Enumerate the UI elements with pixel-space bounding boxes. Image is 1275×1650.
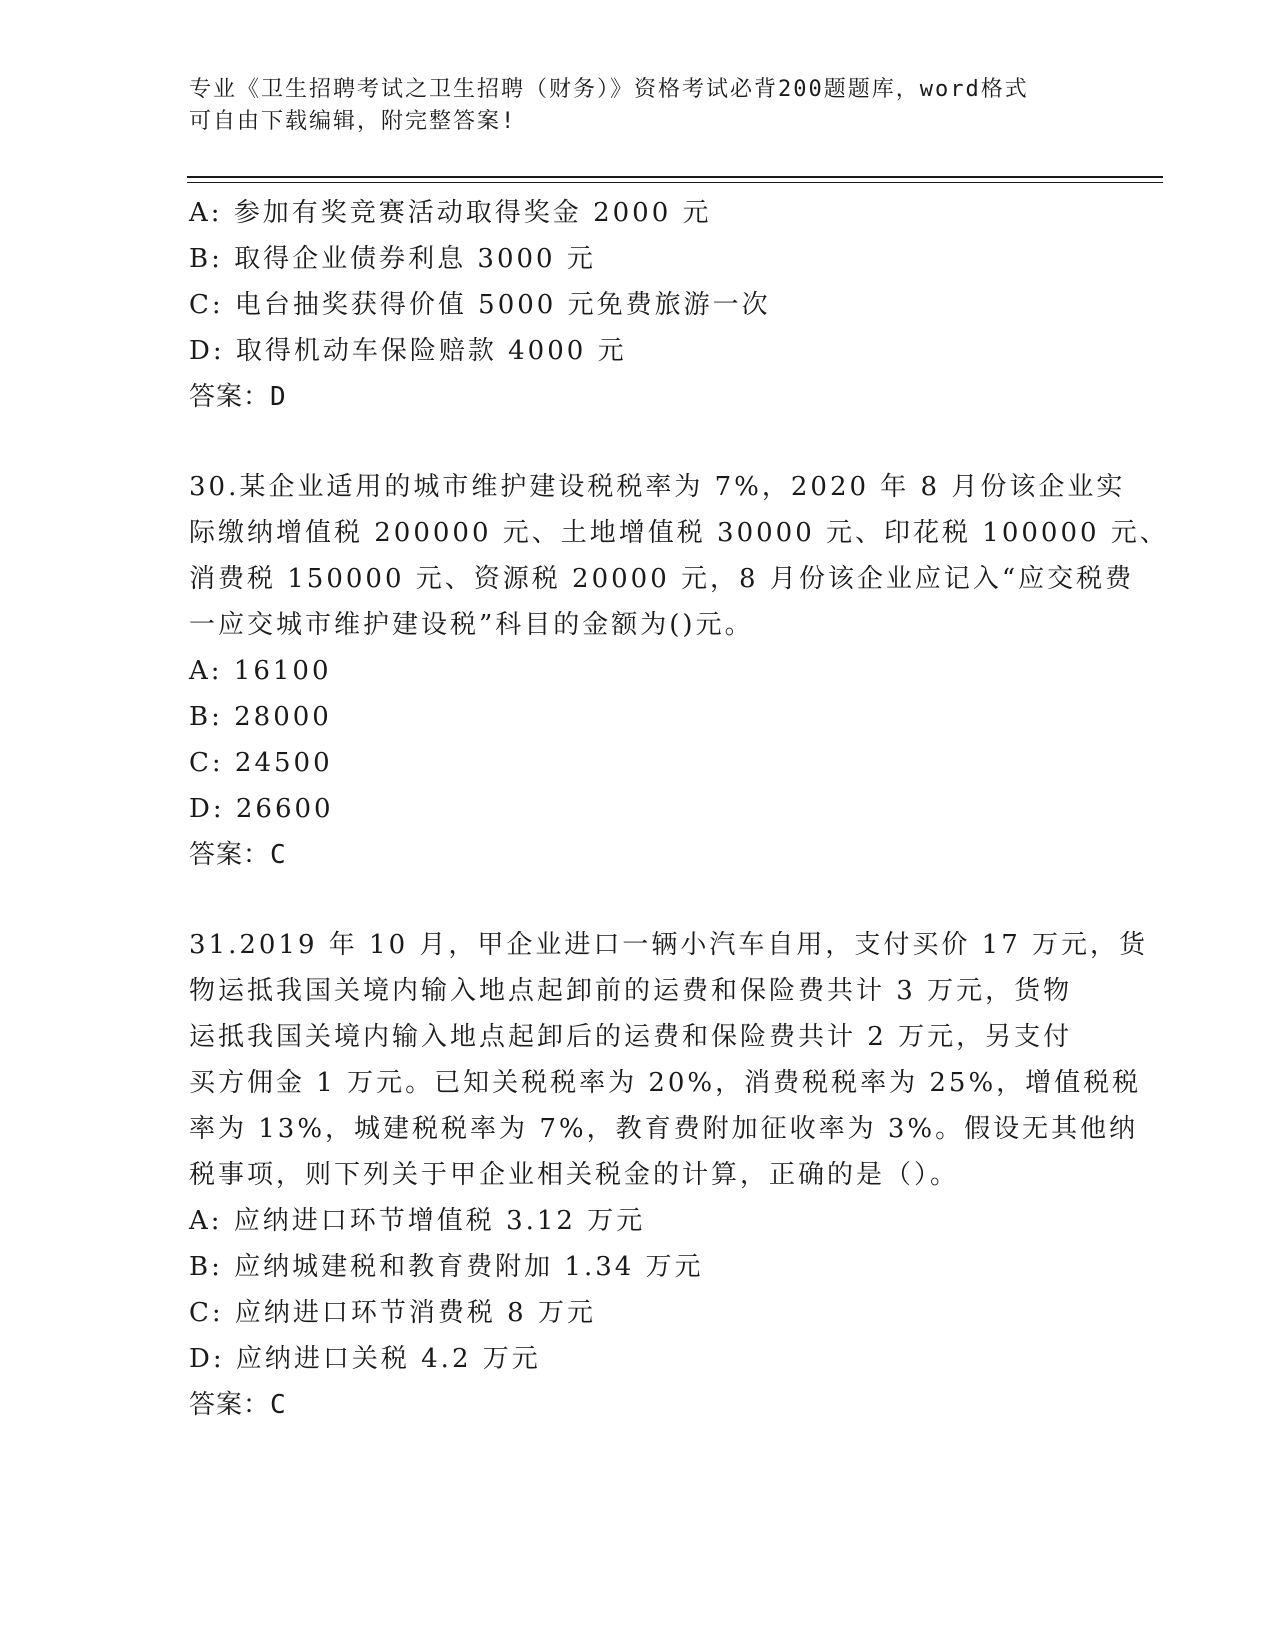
header-rule-thick [187,176,1163,178]
document-header [189,74,1089,138]
question-block-29 [189,190,1089,420]
question-block-30 [189,464,1169,878]
question-text-line: 消费税 150000 元、资源税 20000 元，8 月份该企业应记入“应交税费 [189,564,1135,594]
question-text-line: 买方佣金 1 万元。已知关税税率为 20%，消费税税率为 25%，增值税税 [189,1068,1142,1098]
question-text-line: 率为 13%，城建税税率为 7%，教育费附加征收率为 3%。假设无其他纳 [189,1114,1139,1144]
answer-line: 答案：C [189,840,287,870]
spacer [189,420,1089,464]
option-b: B: 28000 [189,702,332,732]
option-c: C: 电台抽奖获得价值 5000 元免费旅游一次 [189,290,771,320]
option-a: A: 16100 [189,656,332,686]
answer-line: 答案：D [189,382,287,412]
option-b: B: 取得企业债券利息 3000 元 [189,244,596,274]
option-c: C: 24500 [189,748,333,778]
answer-line: 答案：C [189,1390,287,1420]
option-a: A: 参加有奖竞赛活动取得奖金 2000 元 [189,198,712,228]
header-line-1: 专业《卫生招聘考试之卫生招聘（财务）》资格考试必背200题题库，word格式 [189,77,1029,102]
question-text-line: 30.某企业适用的城市维护建设税税率为 7%，2020 年 8 月份该企业实 [189,472,1126,502]
document-body [189,190,1169,1428]
question-text-line: 一应交城市维护建设税”科目的金额为()元。 [189,610,754,640]
question-text-line: 际缴纳增值税 200000 元、土地增值税 30000 元、印花税 100000 元、 [189,518,1169,548]
option-d: D: 应纳进口关税 4.2 万元 [189,1344,541,1374]
question-text-line: 物运抵我国关境内输入地点起卸前的运费和保险费共计 3 万元，货物 [189,976,1073,1006]
option-d: D: 26600 [189,794,334,824]
option-c: C: 应纳进口环节消费税 8 万元 [189,1298,596,1328]
option-d: D: 取得机动车保险赔款 4000 元 [189,336,627,366]
option-b: B: 应纳城建税和教育费附加 1.34 万元 [189,1252,704,1282]
spacer [189,878,1089,922]
header-line-2: 可自由下载编辑，附完整答案! [189,109,517,134]
header-rule-thin [187,182,1163,183]
option-a: A: 应纳进口环节增值税 3.12 万元 [189,1206,646,1236]
question-block-31 [189,922,1149,1428]
question-text-line: 运抵我国关境内输入地点起卸后的运费和保险费共计 2 万元，另支付 [189,1022,1073,1052]
question-text-line: 税事项，则下列关于甲企业相关税金的计算，正确的是（）。 [189,1160,960,1190]
question-text-line: 31.2019 年 10 月，甲企业进口一辆小汽车自用，支付买价 17 万元，货 [189,930,1149,960]
